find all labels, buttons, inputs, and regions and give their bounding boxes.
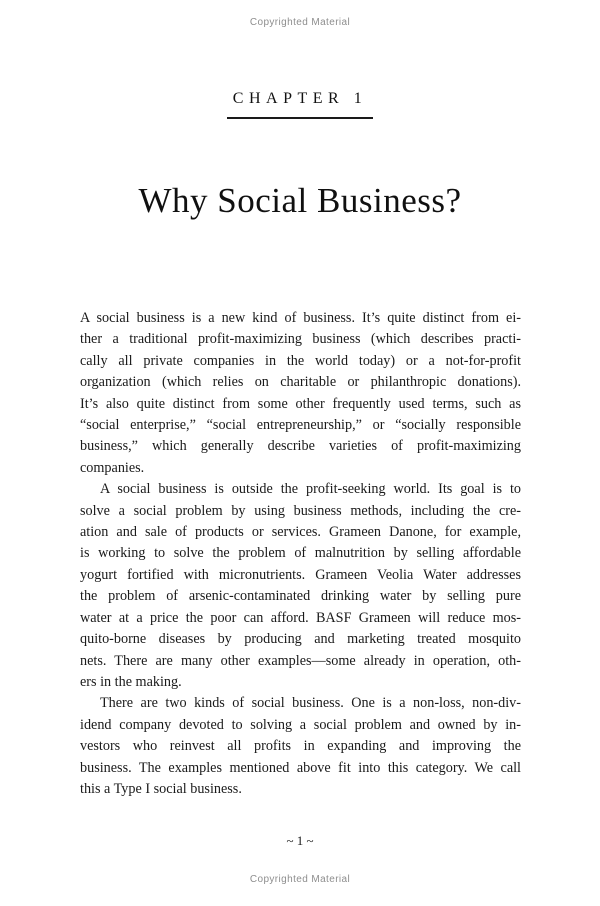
text-line: ther a traditional profit-maximizing business (which describes practi-	[80, 331, 521, 348]
text-line: A social business is a new kind of business. It’s quite distinct from ei-	[80, 310, 521, 326]
text-line: “social enterprise,” “social entrepreneurship,” or “socially responsible	[80, 417, 521, 434]
copyright-notice-bottom: Copyrighted Material	[249, 874, 351, 885]
text-line: ation and sale of products or services. Grameen Danone, for example,	[80, 524, 521, 541]
page-title: Why Social Business?	[138, 181, 462, 221]
text-line: solve a social problem by using business methods, including the cre-	[80, 502, 521, 519]
text-line: yogurt fortified with micronutrients. Grameen Veolia Water addresses	[80, 566, 521, 583]
text-line: the problem of arsenic-contaminated drinking water by selling pure	[80, 588, 521, 605]
copyright-notice-top: Copyrighted Material	[249, 17, 351, 28]
text-line: A social business is outside the profit-seeking world. Its goal is to	[100, 481, 521, 498]
paragraph	[80, 308, 521, 479]
text-line: organization (which relies on charitable or philanthropic donations).	[80, 374, 521, 391]
text-line: is working to solve the problem of malnutrition by selling affordable	[80, 545, 521, 562]
chapter-heading: CHAPTER 1	[232, 90, 368, 107]
body-text	[80, 308, 521, 800]
chapter-rule-divider	[227, 117, 373, 119]
text-line: ers in the making.	[80, 673, 182, 690]
page-number: ~ 1 ~	[286, 833, 314, 848]
text-line: vestors who reinvest all profits in expanding and improving the	[80, 738, 521, 755]
text-line: companies.	[80, 459, 145, 476]
text-line: There are two kinds of social business. One is a non-loss, non-div-	[100, 695, 521, 712]
text-line: cally all private companies in the world today) or a not-for-profit	[80, 352, 521, 369]
text-line: business. The examples mentioned above fit into this category. We call	[80, 759, 521, 776]
text-line: water at a price the poor can afford. BASF Grameen will reduce mos-	[80, 609, 521, 626]
paragraph	[80, 693, 521, 800]
text-line: quito-borne diseases by producing and marketing treated mosquito	[80, 631, 521, 648]
text-line: this a Type I social business.	[80, 780, 242, 797]
text-line: nets. There are many other examples—some already in operation, oth-	[80, 652, 521, 669]
text-line: It’s also quite distinct from some other frequently used terms, such as	[80, 395, 521, 412]
text-line: business,” which generally describe varieties of profit-maximizing	[80, 438, 521, 455]
text-line: idend company devoted to solving a social problem and owned by in-	[80, 716, 521, 733]
paragraph	[80, 479, 521, 693]
